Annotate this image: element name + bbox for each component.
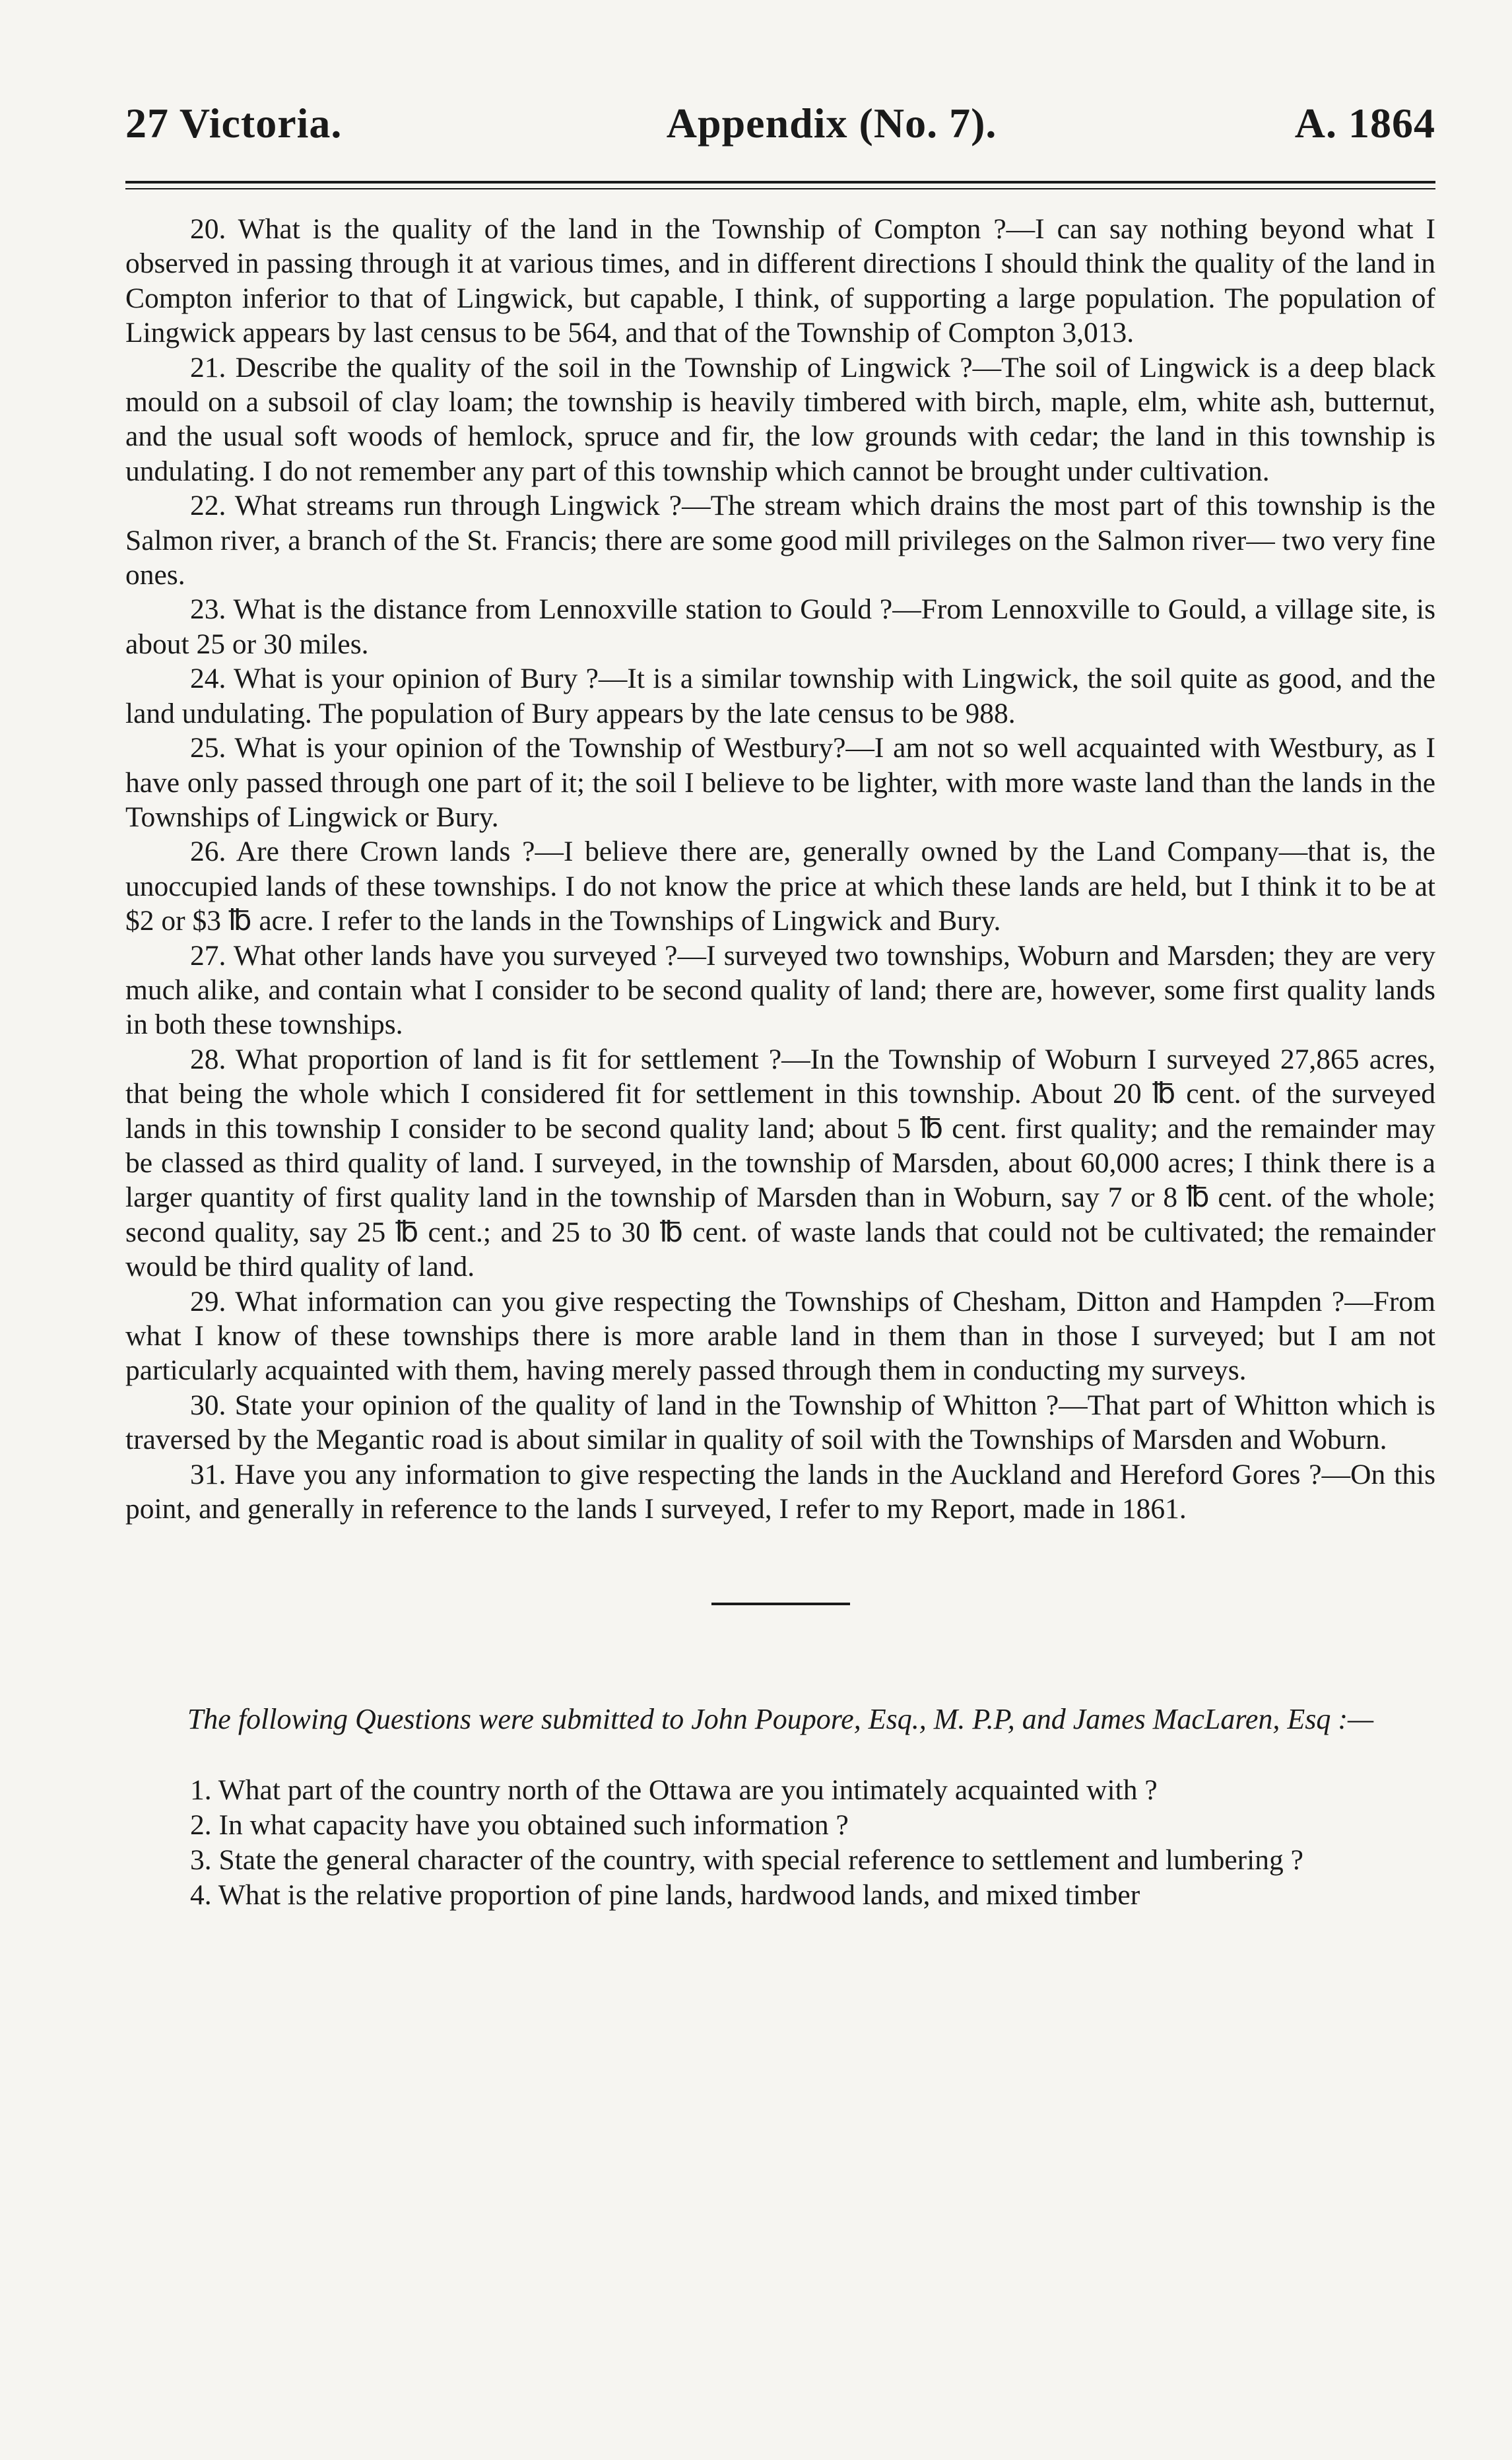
header-rule xyxy=(125,181,1435,189)
paragraph-31: 31. Have you any information to give respecting the lands in the Auckland and Hereford Gores ?—On this point, and generally in reference to the lands I surveyed, I refer to my Report, made in 1861. xyxy=(125,1458,1435,1525)
paragraph-22: 22. What streams run through Lingwick ?—The stream which drains the most part of this township is the Salmon river, a branch of the St. Francis; there are some good mill privileges on the Salmon river— two very fine ones. xyxy=(125,490,1435,591)
paragraph-26: 26. Are there Crown lands ?—I believe there are, generally owned by the Land Company—that is, the unoccupied lands of these townships. I do not know the price at which these lands are held, but I think it to be at $2 or $3 ℔ acre. I refer to the lands in the Townships of Lingwick and Bury. xyxy=(125,836,1435,937)
question-3: 3. State the general character of the country, with special reference to settlement and lumbering ? xyxy=(190,1844,1303,1877)
paragraph-23: 23. What is the distance from Lennoxville station to Gould ?—From Lennoxville to Gould, a village site, is about 25 or 30 miles. xyxy=(125,593,1435,660)
answers-body xyxy=(125,212,1435,1526)
header-center: Appendix (No. 7). xyxy=(666,100,997,147)
paragraph-28: 28. What proportion of land is fit for settlement ?—In the Township of Woburn I surveyed 27,865 acres, that being the whole which I considered fit for settlement in this township. About 20 ℔ cent. of the surveyed lands in this township I consider to be second quality land; about 5 ℔ cent. first quality; and the remainder may be classed as third quality of land. I surveyed, in the township of Marsden, about 60,000 acres; I think there is a larger quantity of first quality land in the township of Marsden than in Woburn, say 7 or 8 ℔ cent. of the whole; second quality, say 25 ℔ cent.; and 25 to 30 ℔ cent. of waste lands that could not be cultivated; the remainder would be third quality of land. xyxy=(125,1043,1435,1283)
question-2: 2. In what capacity have you obtained such information ? xyxy=(190,1809,849,1842)
section-divider xyxy=(711,1603,850,1605)
question-4: 4. What is the relative proportion of pine lands, hardwood lands, and mixed timber xyxy=(190,1879,1140,1911)
section-intro: The following Questions were submitted to John Poupore, Esq., M. P.P, and James MacLaren, Esq :— xyxy=(187,1703,1374,1736)
page-header xyxy=(125,99,1435,148)
paragraph-30: 30. State your opinion of the quality of land in the Township of Whitton ?—That part of Whitton which is traversed by the Megantic road is about similar in quality of soil with the Townships of Marsden and Woburn. xyxy=(125,1389,1435,1456)
paragraph-29: 29. What information can you give respecting the Townships of Chesham, Ditton and Hampden ?—From what I know of these townships there is more arable land in them than in those I surveyed; but I am not particularly acquainted with them, having merely passed through them in conducting my surveys. xyxy=(125,1285,1435,1387)
paragraph-21: 21. Describe the quality of the soil in the Township of Lingwick ?—The soil of Lingwick is a deep black mould on a subsoil of clay loam; the township is heavily timbered with birch, maple, elm, white ash, butternut, and the usual soft woods of hemlock, spruce and fir, the low grounds with cedar; the land in this township is undulating. I do not remember any part of this township which cannot be brought under cultivation. xyxy=(125,351,1435,487)
questions-list xyxy=(125,1773,1435,1913)
paragraph-20: 20. What is the quality of the land in the Township of Compton ?—I can say nothing beyond what I observed in passing through it at various times, and in different directions I should think the quality of the land in Compton inferior to that of Lingwick, but capable, I think, of supporting a large population. The population of Lingwick appears by last census to be 564, and that of the Township of Compton 3,013. xyxy=(125,213,1435,349)
paragraph-27: 27. What other lands have you surveyed ?—I surveyed two townships, Woburn and Marsden; they are very much alike, and contain what I consider to be second quality of land; there are, however, some first quality lands in both these townships. xyxy=(125,939,1435,1041)
document-page xyxy=(125,99,1435,1913)
paragraph-25: 25. What is your opinion of the Township of Westbury?—I am not so well acquainted with Westbury, as I have only passed through one part of it; the soil I believe to be lighter, with more waste land than the lands in the Townships of Lingwick or Bury. xyxy=(125,732,1435,833)
header-left: 27 Victoria. xyxy=(125,100,343,147)
header-right: A. 1864 xyxy=(1294,100,1435,147)
paragraph-24: 24. What is your opinion of Bury ?—It is a similar township with Lingwick, the soil quite as good, and the land undulating. The population of Bury appears by the late census to be 988. xyxy=(125,663,1435,729)
question-1: 1. What part of the country north of the Ottawa are you intimately acquainted with ? xyxy=(190,1774,1158,1807)
